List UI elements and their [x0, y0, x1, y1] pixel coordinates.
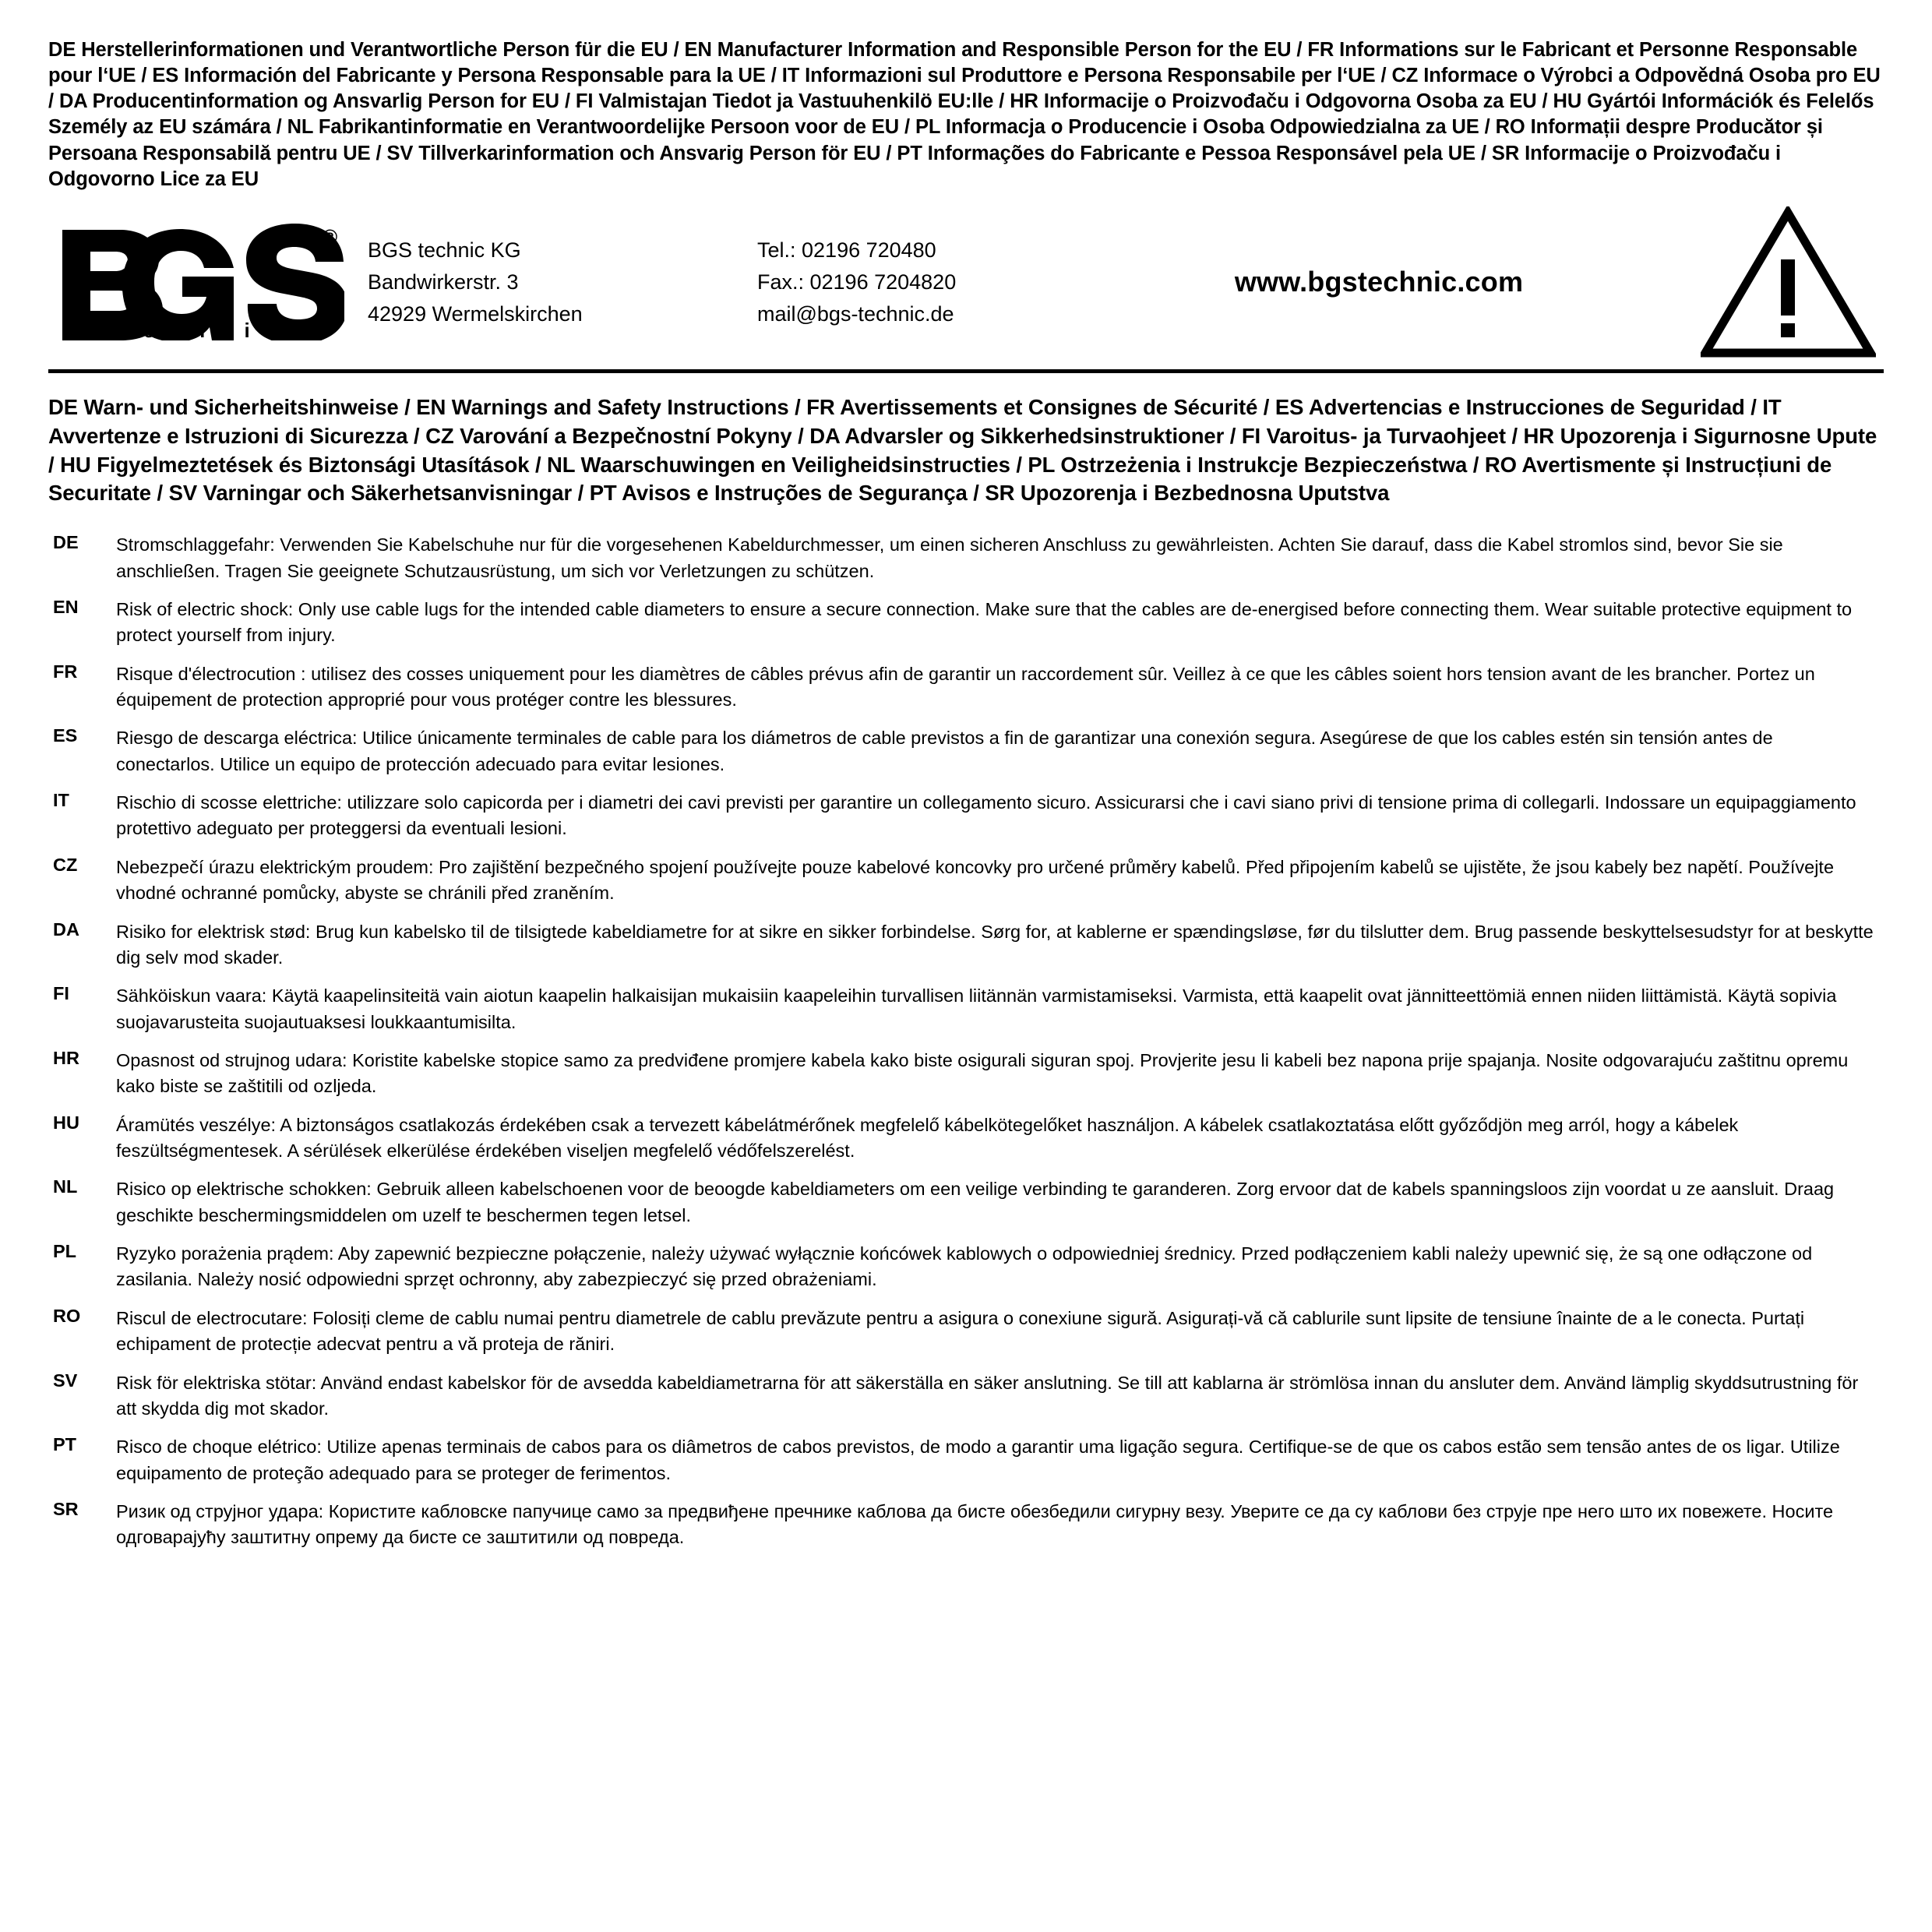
safety-note-text: Risico op elektrische schokken: Gebruik alleen kabelschoenen voor de beoogde kabeldiameters om een veilige verbinding te garanderen. Zorg ervoor dat de kabels spanningsloos zijn voordat u ze aansluit. Draag geschikte beschermingsmiddelen om uzelf te beschermen tegen letsel. — [116, 1179, 1835, 1225]
table-row — [48, 789, 1884, 854]
company-street: Bandwirkerstr. 3 — [368, 270, 519, 294]
company-telephone: Tel.: 02196 720480 — [757, 238, 936, 262]
safety-note-text: Ryzyko porażenia prądem: Aby zapewnić bezpieczne połączenie, należy używać wyłącznie końcówek kablowych o odpowiedniej średnicy. Przed podłączeniem kabli należy upewnić się, że są one odłączone od zasilania. Należy nosić odpowiedni sprzęt ochronny, aby zabezpieczyć się przed obrażeniami. — [116, 1243, 1813, 1290]
table-row — [48, 1112, 1884, 1176]
safety-note-text: Risiko for elektrisk stød: Brug kun kabelsko til de tilsigtede kabeldiametre for at sikre en sikker forbindelse. Sørg for, at kablerne er spændingsløse, før du tilslutter dem. Brug passende beskyttelsesudstyr for at beskytte dig selv mod skader. — [116, 921, 1874, 968]
manufacturer-information-heading: DE Herstellerinformationen und Verantwortliche Person für die EU / EN Manufacturer Information and Responsible Person for the EU / FR Informations sur le Fabricant et Personne Responsable pour l‘UE / ES Información del Fabricante y Persona Responsable para la UE / IT Informazioni sul Produttore e Persona Responsabile per l‘UE / CZ Informace o Výrobci a Odpovědná Osoba pro EU / DA Producentinformation og Ansvarlig Person for EU / FI Valmistajan Tiedot ja Vastuuhenkilö EU:lle / HR Informacije o Proizvođaču i Odgovorna Osoba za EU / HU Gyártói Információk és Felelős Személy az EU számára / NL Fabrikantinformatie en Verantwoordelijke Persoon voor de EU / PL Informacja o Producencie i Osoba Odpowiedzialna za UE / RO Informații despre Producător și Persoana Responsabilă pentru UE / SV Tillverkarinformation och Ansvarig Person för EU / PT Informações do Fabricante e Pessoa Responsável pela UE / SR Informacije o Proizvođaču i Odgovorno Lice za EU — [48, 39, 1881, 190]
company-website[interactable]: www.bgstechnic.com — [1234, 266, 1524, 298]
registered-trademark-symbol: ® — [323, 225, 338, 249]
language-code: DE — [53, 532, 79, 553]
logo-subtext: t e c h n i c — [123, 319, 279, 341]
language-code: DA — [53, 918, 79, 940]
safety-note-text: Risk för elektriska stötar: Använd endast kabelskor för de avsedda kabeldiametrarna för att säkerställa en säker anslutning. Se till att kablarna är strömlösa innan du ansluter dem. Använd lämplig skyddsutrustning för att skydda dig mot skador. — [116, 1372, 1859, 1419]
language-code: FR — [53, 661, 78, 682]
safety-note-text: Riesgo de descarga eléctrica: Utilice únicamente terminales de cable para los diámetros de cable previstos a fin de garantizar una conexión segura. Asegúrese de que los cables estén sin tensión antes de conectarlos. Utilice un equipo de protección adecuado para evitar lesiones. — [116, 728, 1773, 774]
bgs-logo — [48, 224, 368, 340]
safety-note-text: Nebezpečí úrazu elektrickým proudem: Pro zajištění bezpečného spojení používejte pouze kabelové koncovky pro určené průměry kabelů. Před připojením kabelů se ujistěte, že jsou kabely bez napětí. Používejte vhodné ochranné pomůcky, abyste se chránili před zraněním. — [116, 856, 1835, 904]
company-name: BGS technic KG — [368, 238, 521, 262]
safety-note-text: Risco de choque elétrico: Utilize apenas terminais de cabos para os diâmetros de cabos previstos, de modo a garantir uma ligação segura. Certifique-se de que os cabos estão sem tensão antes de os ligar. Utilize equipamento de proteção adequado para se proteger de ferimentos. — [116, 1437, 1840, 1483]
table-row — [48, 596, 1884, 661]
safety-note-text: Ризик од струјног удара: Користите кабловске папучице само за предвиђене пречнике каблова да бисте обезбедили сигурну везу. Уверите се да су каблови без струје пре него што их повежете. Носите одговарајућу заштитну опрему да бисте се заштитили од повреда. — [116, 1501, 1834, 1548]
table-row — [48, 918, 1884, 983]
safety-note-text: Risk of electric shock: Only use cable lugs for the intended cable diameters to ensure a secure connection. Make sure that the cables are de-energised before connecting them. Wear suitable protective equipment to protect yourself from injury. — [116, 598, 1853, 646]
safety-note-text: Rischio di scosse elettriche: utilizzare solo capicorda per i diametri dei cavi previsti per garantire un collegamento sicuro. Assicurarsi che i cavi siano privi di tensione prima di collegarli. Indossare un equipaggiamento protettivo adeguato per proteggersi da eventuali lesioni. — [116, 792, 1856, 839]
company-information-band — [48, 206, 1884, 373]
safety-note-text: Áramütés veszélye: A biztonságos csatlakozás érdekében csak a tervezett kábelátmérőnek megfelelő kábelkötegelőket használjon. A kábelek csatlakoztatása előtt győződjön meg arról, hogy a kábelek feszültségmentesek. A sérülések elkerülése érdekében viseljen megfelelő védőfelszerelést. — [116, 1114, 1739, 1162]
company-address — [368, 234, 757, 330]
table-row — [48, 1498, 1884, 1563]
language-code: PL — [53, 1241, 77, 1262]
language-code: SR — [53, 1499, 79, 1519]
table-row — [48, 661, 1884, 725]
company-fax: Fax.: 02196 7204820 — [757, 270, 957, 294]
company-email[interactable]: mail@bgs-technic.de — [757, 301, 954, 326]
table-row — [48, 1305, 1884, 1370]
safety-note-text: Stromschlaggefahr: Verwenden Sie Kabelschuhe nur für die vorgesehenen Kabeldurchmesser, um einen sicheren Anschluss zu gewährleisten. Achten Sie darauf, dass die Kabel stromlos sind, bevor Sie sie anschließen. Tragen Sie geeignete Schutzausrüstung, um sich vor Verletzungen zu schützen. — [116, 534, 1783, 581]
safety-note-text: Opasnost od strujnog udara: Koristite kabelske stopice samo za predviđene promjere kabela kako biste osigurali siguran spoj. Provjerite jesu li kabeli bez napona prije spajanja. Nosite odgovarajuću zaštitnu opremu kako biste se zaštitili od ozljeda. — [116, 1049, 1849, 1097]
language-code: SV — [53, 1370, 78, 1391]
company-city: 42929 Wermelskirchen — [368, 301, 583, 326]
language-code: PT — [53, 1434, 77, 1455]
language-code: ES — [53, 725, 78, 746]
table-row — [48, 854, 1884, 918]
language-code: NL — [53, 1176, 78, 1197]
language-code: CZ — [53, 854, 78, 875]
language-code: IT — [53, 790, 69, 811]
language-code: HU — [53, 1112, 79, 1133]
company-contact — [757, 234, 1092, 330]
table-row — [48, 1370, 1884, 1434]
safety-note-text: Riscul de electrocutare: Folosiți cleme de cablu numai pentru diametrele de cablu prevăzute pentru a asigura o conexiune sigură. Asigurați-vă că cablurile sunt lipsite de tensiune înainte de a le conecta. Purtați echipament de protecție adecvat pentru a vă proteja de răniri. — [116, 1307, 1805, 1355]
language-code: RO — [53, 1305, 81, 1326]
language-code: EN — [53, 596, 79, 617]
safety-notes-table — [48, 531, 1884, 1563]
table-row — [48, 1240, 1884, 1305]
safety-note-text: Risque d'électrocution : utilisez des cosses uniquement pour les diamètres de câbles prévus afin de garantir un raccordement sûr. Veillez à ce que les câbles soient hors tension avant de les brancher. Portez un équipement de protection approprié pour vous protéger contre les blessures. — [116, 663, 1815, 710]
safety-note-text: Sähköiskun vaara: Käytä kaapelinsiteitä vain aiotun kaapelin halkaisijan mukaisiin kaapeleihin turvallisen liitännän varmistamiseksi. Varmista, että kaapelit ovat jännitteettömiä ennen niiden liittämistä. Käytä sopivia suojavarusteita suojautuaksesi loukkaantumisilta. — [116, 985, 1837, 1032]
table-row — [48, 982, 1884, 1047]
warnings-and-safety-instructions-heading: DE Warn- und Sicherheitshinweise / EN Warnings and Safety Instructions / FR Avertissements et Consignes de Sécurité / ES Advertencias e Instrucciones de Seguridad / IT Avvertenze e Istruzioni di Sicurezza / CZ Varování a Bezpečnostní Pokyny / DA Advarsler og Sikkerhedsinstruktioner / FI Varoitus- ja Turvaohjeet / HR Upozorenja i Sigurnosne Upute / HU Figyelmeztetések és Biztonsági Utasítások / NL Waarschuwingen en Veiligheidsinstructies / PL Ostrzeżenia i Instrukcje Bezpieczeństwa / RO Avertismente și Instrucțiuni de Securitate / SV Varningar och Säkerhetsanvisningar / PT Avisos e Instruções de Segurança / SR Upozorenja i Bezbednosna Uputstva — [48, 394, 1877, 506]
language-code: HR — [53, 1047, 79, 1068]
table-row — [48, 724, 1884, 789]
table-row — [48, 1176, 1884, 1240]
warning-triangle-icon — [1681, 206, 1884, 358]
language-code: FI — [53, 983, 69, 1004]
table-row — [48, 1047, 1884, 1112]
table-row — [48, 531, 1884, 596]
table-row — [48, 1433, 1884, 1498]
